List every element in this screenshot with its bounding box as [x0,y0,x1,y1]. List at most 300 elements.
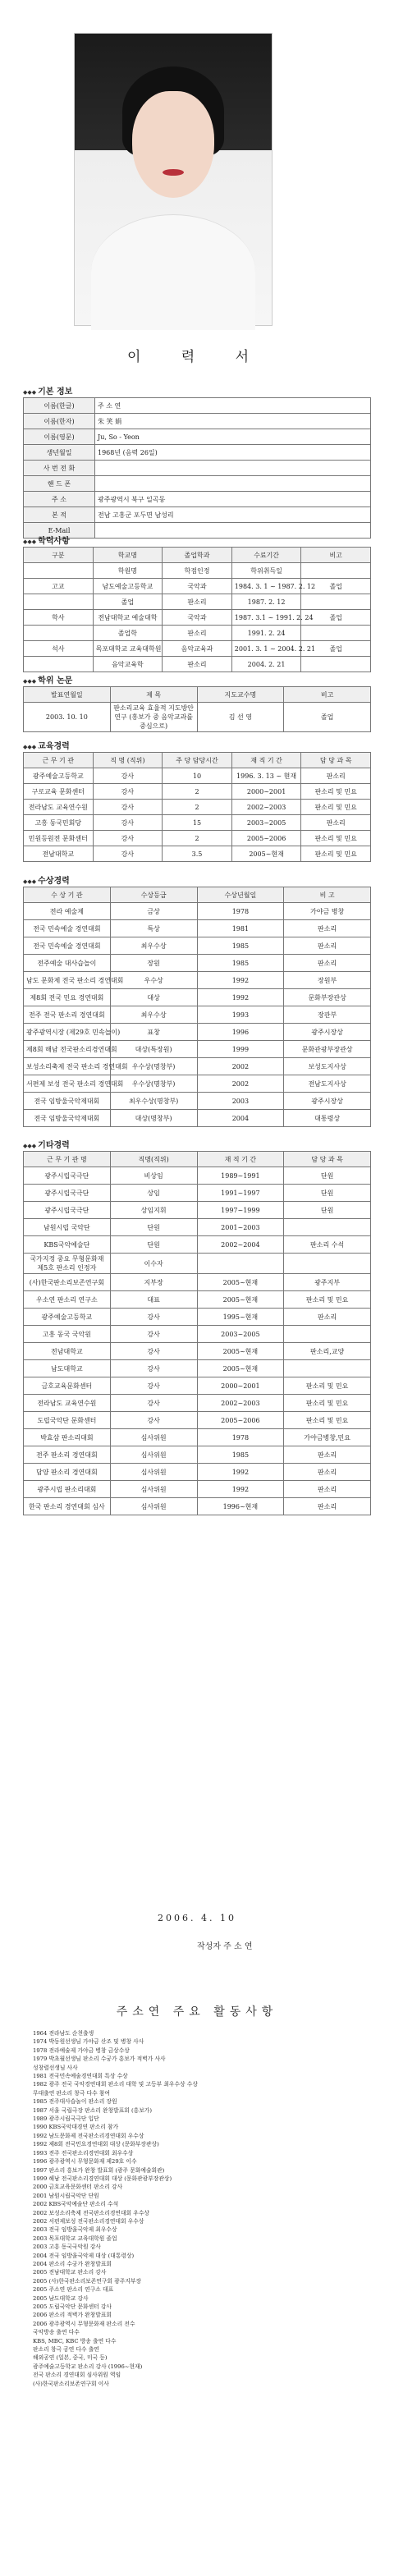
awards-row [24,1024,371,1041]
basic-label: 사 번 전 화 [24,461,95,476]
education-cell: 1987. 3.1 ~ 1991. 2. 24 [231,610,301,626]
thesis-cell: 졸업 [284,703,371,732]
education-header-cell: 비고 [301,548,371,563]
teaching-header-cell: 재 직 기 간 [231,753,301,768]
education-row [24,626,371,641]
awards-cell: 최우수상 [110,937,197,955]
other-cell: 2000~2001 [197,1377,284,1395]
education-cell: 학점인정 [163,563,232,579]
education-cell: 2004. 2. 21 [231,657,301,672]
awards-cell: 2002 [197,1075,284,1093]
thesis-header-cell: 제 목 [110,687,197,703]
other-cell: 남도대학교 [24,1360,111,1377]
activity-item: 1964 전라남도 순천출생 [33,2030,94,2037]
education-header-cell: 수료기간 [231,548,301,563]
other-cell: 단원 [284,1202,371,1219]
activity-item: 1981 전국민속예술경연대회 특상 수상 [33,2073,128,2080]
other-cell: 강사 [110,1412,197,1429]
education-cell [301,626,371,641]
activity-item: 1978 전라예술제 가야금 병창 금상수상 [33,2047,130,2054]
teaching-header-cell: 주 당 담당시간 [163,753,232,768]
other-row [24,1498,371,1515]
other-cell: 심사위원 [110,1464,197,1481]
other-cell [284,1326,371,1343]
education-cell [24,657,94,672]
education-cell: 학원명 [93,563,163,579]
education-row [24,563,371,579]
activity-item: 1985 전주대사습놀이 판소리 장원 [33,2098,117,2106]
other-cell: 광주예술고등학교 [24,1309,111,1326]
other-row [24,1412,371,1429]
other-row [24,1202,371,1219]
other-cell: 강사 [110,1360,197,1377]
awards-row [24,1041,371,1058]
other-cell: 이수자 [110,1254,197,1274]
awards-cell: 1978 [197,903,284,920]
activity-item: 2005 주소연 판소리 연구소 대표 [33,2286,114,2294]
thesis-heading: ◆◆◆ 학위 논문 [23,673,72,685]
activity-item: KBS, MBC, KBC 방송 출연 다수 [33,2337,117,2345]
other-cell: 판소리 및 민요 [284,1412,371,1429]
other-cell: 2002~2003 [197,1395,284,1412]
awards-cell: 1999 [197,1041,284,1058]
awards-cell: 1981 [197,920,284,937]
activity-item: 1979 박초월선생님 판소리 수궁가 흥보가 적벽가 사사 [33,2056,166,2063]
activity-item: 2002 KBS국악예술단 판소리 수석 [33,2201,119,2208]
education-cell [24,563,94,579]
other-cell: 심사위원 [110,1429,197,1446]
other-row [24,1343,371,1360]
other-cell: 판소리,교양 [284,1343,371,1360]
activity-item: 1999 해남 전국판소리경연대회 대상 (문화관광부장관상) [33,2175,172,2182]
teaching-cell: 2003~2005 [231,815,301,831]
activity-item: 1996 광주광역시 무형문화재 제29호 이수 [33,2158,137,2166]
activity-item: 2003 전국 임방울국악제 최우수상 [33,2226,117,2234]
other-cell: 상임 [110,1185,197,1202]
education-cell: 국악과 [163,610,232,626]
awards-cell: 1992 [197,989,284,1006]
awards-row [24,1093,371,1110]
basic-label: 이름(한자) [24,414,95,429]
activity-item: 전국 판소리 경연대회 심사위원 역임 [33,2372,121,2379]
education-row [24,610,371,626]
activity-item: 1992 제8회 전국민요경연대회 대상 (문화부장관상) [33,2141,159,2148]
other-row [24,1360,371,1377]
education-cell: 졸업학 [93,626,163,641]
teaching-cell: 2000~2001 [231,784,301,800]
other-cell: 판소리 [284,1446,371,1464]
document-date: 2006. 4. 10 [158,1913,236,1923]
awards-row [24,1006,371,1024]
other-cell: 강사 [110,1395,197,1412]
education-cell: 졸업 [301,579,371,594]
awards-cell: 표창 [110,1024,197,1041]
teaching-cell: 판소리 및 민요 [301,800,371,815]
awards-cell: 장관부 [284,1006,371,1024]
other-cell: 1992 [197,1464,284,1481]
education-cell: 학사 [24,610,94,626]
awards-cell: 광주광역시장 (제29호 민속놀이) [24,1024,111,1041]
teaching-cell: 2005~2006 [231,831,301,846]
education-cell: 판소리 [163,657,232,672]
awards-table [23,887,371,1127]
other-cell: 고흥 동국 국악원 [24,1326,111,1343]
awards-cell: 전라 예술제 [24,903,111,920]
other-cell: 단원 [284,1185,371,1202]
other-cell: 비상임 [110,1167,197,1185]
basic-value: 1968년 (음력 26일) [95,445,371,461]
education-cell: 음악교육학 [93,657,163,672]
basic-label: 본 적 [24,507,95,523]
other-cell: 1978 [197,1429,284,1446]
other-cell: 1992 [197,1481,284,1498]
thesis-header-cell: 비고 [284,687,371,703]
teaching-cell: 광주예술고등학교 [24,768,94,784]
education-cell [301,657,371,672]
activity-item: 1993 전주 전국판소리경연대회 최우수상 [33,2149,134,2157]
page-title: 이 력 서 [126,349,268,365]
basic-label: 핸 드 폰 [24,476,95,492]
basic-row [24,398,371,414]
education-cell [24,626,94,641]
other-cell: 판소리 및 민요 [284,1291,371,1309]
teaching-row [24,815,371,831]
awards-cell: 1985 [197,955,284,972]
awards-cell: 장원 [110,955,197,972]
education-cell: 판소리 [163,594,232,610]
basic-value [95,461,371,476]
awards-cell: 광주시장상 [284,1093,371,1110]
other-cell: 1995~현재 [197,1309,284,1326]
other-row [24,1464,371,1481]
education-cell: 목포대학교 교육대학원 [93,641,163,657]
other-row [24,1219,371,1236]
lips-shape [163,169,184,176]
thesis-table [23,686,371,732]
education-table [23,547,371,672]
activity-item: 1990 KBS국악대경연 판소리 참가 [33,2124,119,2131]
activity-item: 2005 (사)한국판소리보존연구회 광주지부장 [33,2277,141,2285]
other-header-cell: 재 직 기 간 [197,1152,284,1167]
other-cell: 강사 [110,1343,197,1360]
thesis-cell: 2003. 10. 10 [24,703,111,732]
education-cell: 국악과 [163,579,232,594]
teaching-cell: 전라남도 교육연수원 [24,800,94,815]
education-cell: 졸업 [301,641,371,657]
teaching-cell: 강사 [93,784,163,800]
awards-cell: 최우수상(명창부) [110,1093,197,1110]
teaching-header-cell: 직 명 (직위) [93,753,163,768]
teaching-table [23,752,371,862]
activity-item: 2001 남원시립국악단 단원 [33,2192,99,2199]
thesis-header-cell: 발표연월일 [24,687,111,703]
activities-list [33,2029,361,2555]
thesis-cell: 판소리교육 효율적 지도방안 연구 (흥보가 중 음악교과를 중심으로) [110,703,197,732]
teaching-cell: 2005~현재 [231,846,301,862]
awards-header-cell: 수상년월일 [197,887,284,903]
other-cell: 단원 [110,1236,197,1254]
awards-row [24,1058,371,1075]
education-cell: 석사 [24,641,94,657]
basic-value: 朱 笑 娟 [95,414,371,429]
other-cell: 1989~1991 [197,1167,284,1185]
education-cell [301,594,371,610]
activity-item: 1992 남도문화제 전국판소리경연대회 우수상 [33,2132,144,2139]
education-row [24,641,371,657]
education-cell: 전남대학교 예술대학 [93,610,163,626]
other-cell: 강사 [110,1377,197,1395]
other-heading: ◆◆◆ 기타경력 [23,1138,70,1150]
other-cell: 가야금병창,민요 [284,1429,371,1446]
basic-label: 이름(영문) [24,429,95,445]
activity-item: 성창렬선생님 사사 [33,2064,78,2071]
basic-label: 생년월일 [24,445,95,461]
other-career-table [23,1151,371,1515]
other-cell: 판소리 및 민요 [284,1377,371,1395]
other-row [24,1309,371,1326]
basic-row [24,523,371,539]
teaching-header-cell: 담 당 과 목 [301,753,371,768]
other-cell: 2003~2005 [197,1326,284,1343]
other-cell: 1991~1997 [197,1185,284,1202]
other-cell: 지부장 [110,1274,197,1291]
teaching-cell: 구로교육 문화센터 [24,784,94,800]
basic-label: 주 소 [24,492,95,507]
awards-cell: 특상 [110,920,197,937]
teaching-row [24,831,371,846]
teaching-cell: 민원등원전 문화센터 [24,831,94,846]
other-cell [284,1360,371,1377]
teaching-cell: 15 [163,815,232,831]
activity-item: 2003 고흥 동국국악원 강사 [33,2244,101,2251]
awards-header-cell: 수상등급 [110,887,197,903]
teaching-header-cell: 근 무 기 관 [24,753,94,768]
basic-row [24,429,371,445]
awards-cell: 광주시장상 [284,1024,371,1041]
activities-title: 주소연 주요 활동사항 [116,2005,278,2019]
awards-cell: 제8회 해남 전국판소리경연대회 [24,1041,111,1058]
activity-item: 2000 금호교육문화센터 판소리 강사 [33,2184,123,2191]
other-header-cell: 근 무 기 관 명 [24,1152,111,1167]
other-cell [284,1219,371,1236]
teaching-cell: 2 [163,784,232,800]
other-row [24,1377,371,1395]
other-row [24,1291,371,1309]
teaching-cell: 2002~2003 [231,800,301,815]
other-cell: 도립국악단 문화센터 [24,1412,111,1429]
teaching-cell: 전남대학교 [24,846,94,862]
teaching-cell: 2 [163,800,232,815]
education-header-cell: 구분 [24,548,94,563]
awards-cell: 대통령상 [284,1110,371,1127]
activity-item: 1989 광주시립국극단 입단 [33,2115,99,2123]
other-cell: 남원시립 국악단 [24,1219,111,1236]
other-cell: KBS국악예술단 [24,1236,111,1254]
education-row [24,579,371,594]
activity-item: 판소리 창극 공연 다수 출연 [33,2346,99,2354]
activity-item: 2005 남도대학교 강사 [33,2294,89,2302]
other-cell: 한국 판소리 경연대회 심사 [24,1498,111,1515]
basic-row [24,445,371,461]
other-cell: 금호교육문화센터 [24,1377,111,1395]
education-cell: 고교 [24,579,94,594]
education-cell: 1987. 2. 12 [231,594,301,610]
basic-row [24,414,371,429]
education-cell: 졸업 [93,594,163,610]
other-cell: 단원 [110,1219,197,1236]
other-row [24,1274,371,1291]
awards-cell: 최우수상 [110,1006,197,1024]
other-cell: 전라남도 교육연수원 [24,1395,111,1412]
other-cell: 심사위원 [110,1498,197,1515]
awards-row [24,1110,371,1127]
teaching-cell: 강사 [93,815,163,831]
activity-item: 무대출연 판소리 창극 다수 참여 [33,2089,110,2097]
basic-label: 이름(한글) [24,398,95,414]
awards-cell: 1985 [197,937,284,955]
other-cell: 강사 [110,1309,197,1326]
teaching-cell: 판소리 [301,815,371,831]
thesis-cell: 김 선 영 [197,703,284,732]
teaching-cell: 판소리 [301,768,371,784]
other-cell: 전남대학교 [24,1343,111,1360]
hanbok-shape [91,214,255,330]
education-cell: 학위취득일 [231,563,301,579]
other-cell: 2005~현재 [197,1291,284,1309]
face-shape [132,91,214,198]
basic-label: E-Mail [24,523,95,539]
education-cell: 1984. 3. 1 ~ 1987. 2. 12 [231,579,301,594]
activity-item: 2005 전남대학교 판소리 강사 [33,2269,107,2276]
other-cell: 2002~2004 [197,1236,284,1254]
awards-cell: 제8회 전국 민요 경연대회 [24,989,111,1006]
education-row [24,657,371,672]
education-cell: 판소리 [163,626,232,641]
awards-row [24,955,371,972]
basic-row [24,492,371,507]
teaching-cell: 강사 [93,768,163,784]
activity-item: 2003 목포대학교 교육대학원 졸업 [33,2235,117,2242]
awards-row [24,903,371,920]
activity-item: (사)한국판소리보존연구회 이사 [33,2380,109,2387]
awards-cell: 1993 [197,1006,284,1024]
awards-cell: 전남도지사상 [284,1075,371,1093]
teaching-row [24,784,371,800]
awards-cell: 우수상(명창부) [110,1058,197,1075]
other-cell: 강사 [110,1326,197,1343]
education-row [24,594,371,610]
other-cell: 판소리 [284,1481,371,1498]
awards-header-cell: 수 상 기 관 [24,887,111,903]
teaching-cell: 2 [163,831,232,846]
basic-row [24,461,371,476]
thesis-row [24,703,371,732]
activity-item: 2002 서편제보성 전국판소리경연대회 우수상 [33,2217,144,2225]
other-cell: 광주시립국극단 [24,1185,111,1202]
awards-cell: 전주예술 대사습놀이 [24,955,111,972]
awards-cell: 서편제 보성 전국 판소리 경연대회 [24,1075,111,1093]
teaching-cell: 고흥 동국민회당 [24,815,94,831]
teaching-header-row [24,753,371,768]
other-cell: 판소리 및 민요 [284,1395,371,1412]
education-cell [24,594,94,610]
other-row [24,1254,371,1274]
awards-cell: 2004 [197,1110,284,1127]
other-cell: 2005~현재 [197,1343,284,1360]
education-cell: 1991. 2. 24 [231,626,301,641]
awards-heading: ◆◆◆ 수상경력 [23,873,70,886]
awards-cell: 판소리 [284,955,371,972]
awards-row [24,989,371,1006]
activity-item: 2004 판소리 수궁가 완창발표회 [33,2260,112,2267]
teaching-row [24,846,371,862]
other-cell: 단원 [284,1167,371,1185]
awards-cell: 보성도지사상 [284,1058,371,1075]
other-header-row [24,1152,371,1167]
other-row [24,1326,371,1343]
portrait-photo [74,33,273,326]
awards-header-cell: 비 고 [284,887,371,903]
other-cell [197,1254,284,1274]
other-cell: 상임지휘 [110,1202,197,1219]
other-row [24,1167,371,1185]
awards-cell: 2002 [197,1058,284,1075]
other-cell: 대표 [110,1291,197,1309]
activity-item: 해외공연 (일본, 중국, 미국 등) [33,2354,108,2362]
other-cell: 판소리 수석 [284,1236,371,1254]
awards-cell: 장원부 [284,972,371,989]
other-cell: 우소연 판소리 연구소 [24,1291,111,1309]
awards-cell: 우수상(명창부) [110,1075,197,1093]
teaching-cell: 판소리 및 민요 [301,846,371,862]
other-cell: 2001~2003 [197,1219,284,1236]
teaching-cell: 강사 [93,800,163,815]
other-row [24,1429,371,1446]
thesis-header-cell: 지도교수명 [197,687,284,703]
thesis-header-row [24,687,371,703]
signature-line: 작성자 주 소 연 [197,1942,253,1951]
basic-row [24,476,371,492]
activity-item: 2005 도립국악단 문화센터 강사 [33,2303,112,2310]
education-header-cell: 학교명 [93,548,163,563]
other-cell: 판소리 [284,1309,371,1326]
education-heading: ◆◆◆ 학력사항 [23,534,70,546]
teaching-cell: 강사 [93,846,163,862]
basic-value: Ju, So - Yeon [95,429,371,445]
other-row [24,1236,371,1254]
other-cell: 광주시립 판소리대회 [24,1481,111,1498]
other-header-cell: 직명(직위) [110,1152,197,1167]
awards-cell: 전국 민속예술 경연대회 [24,937,111,955]
activity-item: 1987 서울 국립극장 판소리 완창발표회 (흥보가) [33,2106,153,2114]
other-cell: 광주시립국극단 [24,1167,111,1185]
other-cell: 1997~1999 [197,1202,284,1219]
activity-item: 2006 판소리 적벽가 완창발표회 [33,2312,112,2319]
awards-cell: 전국 임방울국악제대회 [24,1093,111,1110]
education-cell: 졸업 [301,610,371,626]
basic-row [24,507,371,523]
activity-item: 2002 보성소리축제 전국판소리경연대회 우수상 [33,2209,149,2216]
other-cell: 담양 판소리 경연대회 [24,1464,111,1481]
awards-row [24,937,371,955]
other-cell: 2005~2006 [197,1412,284,1429]
awards-cell: 판소리 [284,937,371,955]
awards-cell: 문화관광부장관상 [284,1041,371,1058]
other-row [24,1481,371,1498]
teaching-cell: 판소리 및 민요 [301,831,371,846]
awards-row [24,920,371,937]
basic-heading: ◆◆◆ 기본 정보 [23,384,72,396]
